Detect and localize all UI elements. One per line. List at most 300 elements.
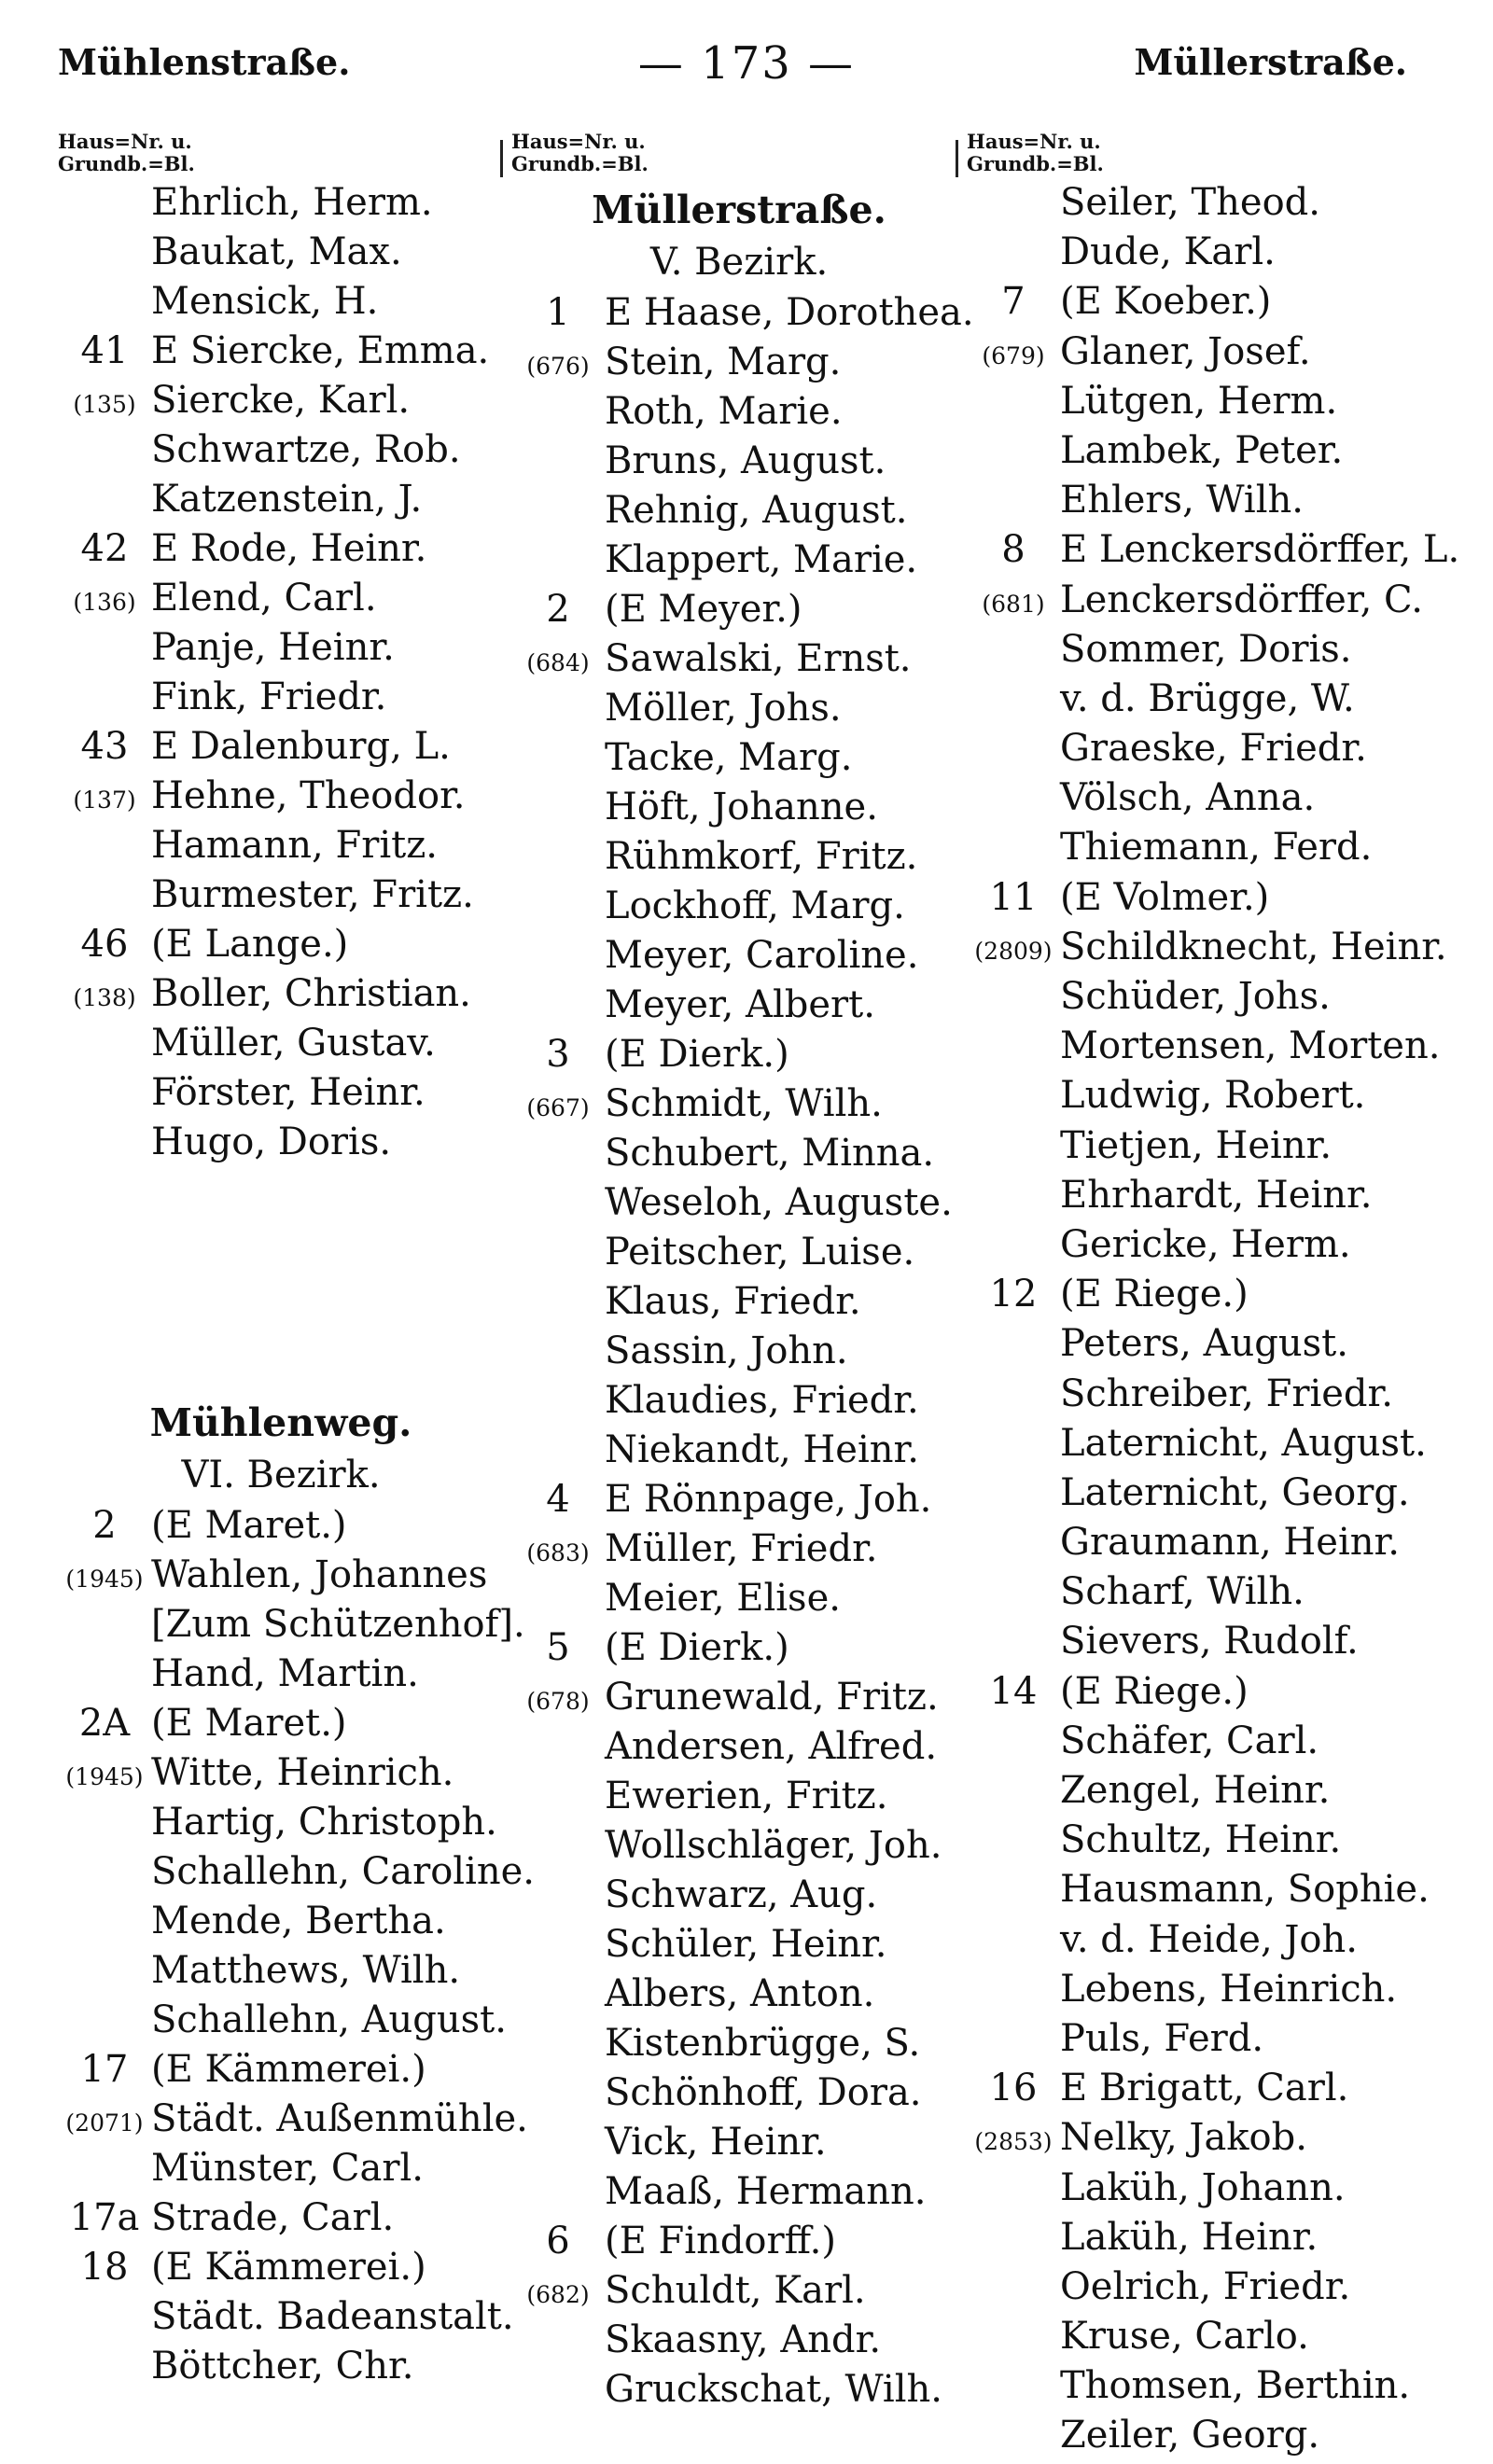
resident-name: v. d. Heide, Joh.	[1060, 1917, 1358, 1961]
resident-name: Mende, Bertha.	[151, 1900, 446, 1942]
directory-entry	[967, 926, 1461, 975]
resident-name: (E Dierk.)	[605, 1626, 789, 1669]
resident-name: Siercke, Karl.	[151, 379, 411, 422]
directory-entry	[511, 588, 967, 637]
directory-entry	[58, 2147, 504, 2196]
house-number: (137)	[73, 787, 136, 814]
resident-name: Mensick, H.	[151, 280, 379, 323]
directory-entry	[511, 439, 967, 489]
directory-entry	[967, 1174, 1461, 1223]
district-label: VI. Bezirk.	[181, 1454, 381, 1496]
directory-entry	[58, 1998, 507, 2048]
resident-name: Klaudies, Friedr.	[605, 1379, 919, 1422]
directory-entry	[511, 341, 967, 390]
directory-entry	[511, 1082, 967, 1132]
house-number: 17	[80, 2048, 129, 2091]
resident-name: Meyer, Caroline.	[605, 934, 919, 977]
house-number: (676)	[526, 353, 590, 380]
resident-name: Städt. Badeanstalt.	[151, 2295, 514, 2338]
directory-entry	[58, 181, 504, 230]
directory-entry	[967, 578, 1461, 628]
directory-entry	[967, 1273, 1461, 1322]
house-number: (135)	[73, 391, 136, 418]
directory-entry	[511, 2368, 967, 2417]
house-number: 17a	[69, 2196, 140, 2239]
resident-name: Lambek, Peter.	[1060, 428, 1344, 472]
house-number: 2	[92, 1504, 117, 1547]
resident-name: Münster, Carl.	[151, 2147, 424, 2190]
resident-name: Schallehn, Caroline.	[151, 1850, 536, 1893]
directory-entry	[58, 1801, 504, 1850]
resident-name: Fink, Friedr.	[151, 675, 387, 718]
directory-entry	[58, 774, 504, 824]
resident-name: Schüler, Heinr.	[605, 1923, 887, 1966]
resident-name: Schwarz, Aug.	[605, 1873, 878, 1916]
house-number: (2071)	[65, 2109, 144, 2137]
directory-entry	[967, 2116, 1461, 2165]
resident-name: Rehnig, August.	[605, 489, 908, 532]
resident-name: (E Dierk.)	[605, 1033, 789, 1076]
resident-name: Hehne, Theodor.	[151, 774, 466, 817]
entry-list	[58, 181, 504, 1170]
directory-entry	[511, 2071, 967, 2121]
resident-name: E Brigatt, Carl.	[1060, 2067, 1349, 2110]
directory-entry	[58, 478, 504, 527]
directory-entry	[511, 1231, 967, 1280]
directory-entry	[58, 2196, 504, 2246]
resident-name: Schildknecht, Heinr.	[1060, 925, 1447, 968]
resident-name: (E Kämmerei.)	[151, 2246, 426, 2289]
directory-entry	[511, 934, 967, 983]
resident-name: Schwartze, Rob.	[151, 428, 461, 471]
house-number: (681)	[982, 590, 1045, 618]
directory-entry	[967, 628, 1461, 677]
directory-entry	[967, 1024, 1461, 1074]
entry-list	[58, 1504, 536, 2394]
house-number: 41	[80, 329, 129, 372]
directory-entry	[58, 1702, 504, 1751]
resident-name: Gericke, Herm.	[1060, 1222, 1351, 1266]
resident-name: Niekandt, Heinr.	[605, 1428, 919, 1471]
house-number: 6	[546, 2220, 570, 2262]
resident-name: Burmester, Fritz.	[151, 873, 474, 916]
directory-entry	[511, 736, 967, 786]
directory-entry	[967, 727, 1461, 776]
house-number: (667)	[526, 1094, 590, 1121]
resident-name: Maaß, Hermann.	[605, 2170, 927, 2213]
resident-name: Zeiler, Georg.	[1060, 2414, 1320, 2457]
resident-name: Lebens, Heinrich.	[1060, 1967, 1398, 2011]
directory-entry	[967, 2216, 1461, 2265]
directory-entry	[58, 428, 504, 478]
resident-name: E Rönnpage, Joh.	[605, 1478, 932, 1521]
directory-entry	[967, 1968, 1461, 2017]
directory-entry	[58, 1022, 504, 1071]
resident-name: Möller, Johs.	[605, 687, 842, 730]
resident-name: Völsch, Anna.	[1060, 776, 1316, 820]
house-number: (679)	[982, 341, 1045, 369]
directory-entry	[967, 429, 1461, 479]
resident-name: Seiler, Theod.	[1060, 181, 1321, 224]
resident-name: Ewerien, Fritz.	[605, 1775, 888, 1817]
directory-entry	[58, 1751, 504, 1801]
directory-entry	[58, 1949, 504, 1998]
directory-entry	[967, 1223, 1461, 1273]
resident-name: E Lenckersdörffer, L.	[1060, 528, 1460, 572]
house-number: 14	[989, 1669, 1038, 1713]
resident-name: Müller, Gustav.	[151, 1022, 436, 1065]
directory-entry	[511, 489, 967, 538]
resident-name: Schultz, Heinr.	[1060, 1818, 1342, 1862]
directory-entry	[511, 1527, 967, 1577]
resident-name: Ehrlich, Herm.	[151, 181, 433, 224]
house-number: (678)	[526, 1688, 590, 1715]
resident-name: Müller, Friedr.	[605, 1527, 878, 1570]
resident-name: Schüder, Johs.	[1060, 975, 1331, 1018]
directory-entry	[967, 1918, 1461, 1968]
directory-entry	[967, 1074, 1461, 1123]
resident-name: Matthews, Wilh.	[151, 1949, 461, 1992]
resident-name: (E Riege.)	[1060, 1669, 1249, 1713]
resident-name: Hand, Martin.	[151, 1652, 419, 1695]
resident-name: E Rode, Heinr.	[151, 527, 427, 570]
resident-name: Höft, Johanne.	[605, 786, 878, 828]
resident-name: Schmidt, Wilh.	[605, 1082, 883, 1125]
column-2	[511, 130, 974, 2417]
resident-name: Hamann, Fritz.	[151, 824, 438, 867]
directory-entry	[58, 1504, 504, 1553]
directory-entry	[967, 528, 1461, 578]
house-number: 46	[80, 923, 129, 966]
resident-name: Graeske, Friedr.	[1060, 727, 1367, 771]
directory-entry	[511, 2269, 967, 2318]
house-number: (682)	[526, 2281, 590, 2308]
directory-entry	[58, 1553, 504, 1603]
resident-name: Hartig, Christoph.	[151, 1801, 497, 1844]
directory-entry	[967, 1818, 1461, 1868]
resident-name: (E Lange.)	[151, 923, 349, 966]
resident-name: Peitscher, Luise.	[605, 1231, 915, 1274]
resident-name: Puls, Ferd.	[1060, 2016, 1264, 2060]
resident-name: Schäfer, Carl.	[1060, 1719, 1319, 1762]
directory-entry	[511, 1676, 967, 1725]
resident-name: (E Meyer.)	[605, 588, 802, 631]
directory-entry	[967, 1868, 1461, 1917]
resident-name: Glaner, Josef.	[1060, 329, 1311, 373]
directory-entry	[967, 826, 1461, 875]
resident-name: (E Maret.)	[151, 1504, 347, 1547]
page-number: — 173 —	[637, 37, 856, 90]
directory-entry	[967, 1372, 1461, 1422]
directory-entry	[967, 230, 1461, 280]
directory-entry	[967, 2166, 1461, 2216]
house-number: 8	[1001, 528, 1026, 572]
directory-entry	[58, 1121, 504, 1170]
house-number: 11	[989, 875, 1038, 919]
directory-entry	[967, 2265, 1461, 2315]
resident-name: Schubert, Minna.	[605, 1132, 935, 1175]
directory-entry	[511, 983, 967, 1033]
resident-name: Strade, Carl.	[151, 2196, 395, 2239]
resident-name: Thiemann, Ferd.	[1060, 826, 1373, 870]
directory-entry	[511, 1033, 967, 1082]
resident-name: Hugo, Doris.	[151, 1121, 392, 1163]
street-title: Mühlenweg.	[149, 1400, 412, 1445]
directory-entry	[511, 637, 967, 687]
resident-name: (E Riege.)	[1060, 1273, 1249, 1316]
directory-entry	[511, 1181, 967, 1231]
directory-entry	[967, 876, 1461, 926]
resident-name: Laküh, Heinr.	[1060, 2215, 1319, 2259]
resident-name: Sievers, Rudolf.	[1060, 1620, 1359, 1664]
resident-name: Thomsen, Berthin.	[1060, 2364, 1411, 2408]
directory-entry	[511, 2318, 967, 2368]
resident-name: Peters, August.	[1060, 1322, 1348, 1366]
house-number: (1945)	[65, 1566, 144, 1593]
resident-name: Katzenstein, J.	[151, 478, 423, 521]
directory-entry	[967, 1570, 1461, 1620]
directory-entry	[511, 1775, 967, 1824]
resident-name: Witte, Heinrich.	[151, 1751, 454, 1794]
directory-entry	[511, 1478, 967, 1527]
directory-entry	[58, 1900, 504, 1949]
resident-name: (E Kämmerei.)	[151, 2048, 426, 2091]
directory-entry	[511, 1379, 967, 1428]
directory-entry	[967, 1124, 1461, 1174]
directory-entry	[967, 181, 1461, 230]
directory-entry	[967, 1719, 1461, 1769]
house-number: (684)	[526, 649, 590, 676]
house-number: 4	[546, 1478, 570, 1521]
resident-name: Nelky, Jakob.	[1060, 2116, 1307, 2160]
house-number: (1945)	[65, 1763, 144, 1790]
house-number: (683)	[526, 1539, 590, 1566]
resident-name: Boller, Christian.	[151, 972, 471, 1015]
resident-name: Tietjen, Heinr.	[1060, 1123, 1333, 1167]
resident-name: Rühmkorf, Fritz.	[605, 835, 918, 878]
resident-name: Dude, Karl.	[1060, 230, 1276, 274]
resident-name: Klappert, Marie.	[605, 538, 918, 581]
resident-name: Schuldt, Karl.	[605, 2269, 866, 2312]
directory-entry	[967, 330, 1461, 380]
directory-entry	[511, 835, 967, 884]
column-3	[967, 131, 1461, 2464]
directory-entry	[511, 2220, 967, 2269]
resident-name: Schönhoff, Dora.	[605, 2071, 922, 2114]
resident-name: v. d. Brügge, W.	[1060, 676, 1355, 720]
resident-name: E Dalenburg, L.	[151, 725, 451, 768]
directory-entry	[967, 1670, 1461, 1719]
resident-name: Andersen, Alfred.	[605, 1725, 938, 1768]
resident-name: Bruns, August.	[605, 439, 886, 482]
directory-entry	[967, 280, 1461, 329]
resident-name: (E Maret.)	[151, 1702, 347, 1745]
directory-entry	[511, 1329, 967, 1379]
directory-entry	[58, 2295, 514, 2345]
column-head: Haus=Nr. u. Grundb.=Bl.	[967, 130, 1104, 175]
house-number: 2	[546, 588, 570, 631]
directory-entry	[511, 1132, 967, 1181]
resident-name: Hausmann, Sophie.	[1060, 1868, 1430, 1912]
directory-entry	[58, 527, 504, 577]
house-number: 12	[989, 1273, 1038, 1316]
house-number: 42	[80, 527, 129, 570]
directory-entry	[967, 975, 1461, 1024]
district-label: V. Bezirk.	[649, 241, 829, 284]
directory-entry	[511, 1873, 967, 1923]
directory-entry	[967, 776, 1461, 826]
resident-name: Oelrich, Friedr.	[1060, 2264, 1351, 2308]
resident-name: Meyer, Albert.	[605, 983, 875, 1026]
directory-entry	[58, 972, 504, 1022]
resident-name: Elend, Carl.	[151, 577, 377, 619]
house-number: 2A	[78, 1702, 131, 1745]
resident-name: Wollschläger, Joh.	[605, 1824, 942, 1867]
directory-entry	[58, 1603, 525, 1652]
resident-name: Albers, Anton.	[605, 1972, 875, 2015]
house-number: (138)	[73, 984, 136, 1011]
resident-name: Förster, Heinr.	[151, 1071, 426, 1114]
directory-entry	[58, 725, 504, 774]
column-head: Haus=Nr. u. Grundb.=Bl.	[511, 130, 649, 175]
directory-entry	[511, 538, 967, 588]
directory-entry	[58, 329, 504, 379]
resident-name: Schreiber, Friedr.	[1060, 1371, 1393, 1415]
directory-entry	[967, 2017, 1461, 2067]
resident-name: Sommer, Doris.	[1060, 627, 1352, 671]
resident-name: Scharf, Wilh.	[1060, 1570, 1305, 1614]
resident-name: Ludwig, Robert.	[1060, 1074, 1366, 1118]
directory-entry	[511, 884, 967, 934]
directory-entry	[511, 1725, 967, 1775]
resident-name: (E Volmer.)	[1060, 875, 1270, 919]
resident-name: (E Findorff.)	[605, 2220, 836, 2262]
directory-entry	[58, 2345, 504, 2394]
resident-name: Grunewald, Fritz.	[605, 1676, 939, 1719]
directory-entry	[511, 2170, 967, 2220]
resident-name: Laternicht, Georg.	[1060, 1470, 1410, 1514]
resident-name: Ehrhardt, Heinr.	[1060, 1173, 1373, 1217]
directory-entry	[511, 1626, 967, 1676]
resident-name: Gruckschat, Wilh.	[605, 2368, 942, 2411]
house-number: 5	[546, 1626, 570, 1669]
house-number: 18	[80, 2246, 129, 2289]
house-number: 1	[546, 291, 570, 334]
directory-entry	[511, 1280, 967, 1329]
house-number: (2809)	[974, 937, 1053, 965]
directory-entry	[511, 1972, 967, 2022]
directory-entry	[511, 291, 974, 341]
directory-entry	[58, 577, 504, 626]
house-number: (136)	[73, 589, 136, 616]
street-title: Müllerstraße.	[592, 188, 886, 232]
resident-name: E Haase, Dorothea.	[605, 291, 974, 334]
directory-entry	[58, 230, 504, 280]
entry-list	[967, 181, 1461, 2464]
resident-name: Klaus, Friedr.	[605, 1280, 861, 1323]
house-number: 43	[80, 725, 129, 768]
directory-entry	[511, 1824, 967, 1873]
directory-entry	[967, 1471, 1461, 1521]
resident-name: Lütgen, Herm.	[1060, 379, 1338, 423]
directory-entry	[967, 1322, 1461, 1371]
resident-name: Sawalski, Ernst.	[605, 637, 912, 680]
directory-entry	[967, 1422, 1461, 1471]
directory-entry	[967, 2414, 1461, 2463]
resident-name: Kruse, Carlo.	[1060, 2315, 1309, 2359]
resident-name: Sassin, John.	[605, 1329, 848, 1372]
resident-name: Böttcher, Chr.	[151, 2345, 414, 2387]
directory-entry	[967, 677, 1461, 727]
directory-entry	[511, 1428, 967, 1478]
house-number: 7	[1001, 280, 1026, 324]
resident-name: Graumann, Heinr.	[1060, 1521, 1400, 1565]
resident-name: Lenckersdörffer, C.	[1060, 578, 1423, 621]
resident-name: [Zum Schützenhof].	[151, 1603, 525, 1646]
resident-name: Skaasny, Andr.	[605, 2318, 882, 2361]
resident-name: (E Koeber.)	[1060, 280, 1272, 324]
running-head-left: Mühlenstraße.	[58, 41, 351, 83]
column-1	[58, 130, 536, 2394]
directory-entry	[58, 1071, 504, 1121]
directory-entry	[58, 2246, 504, 2295]
resident-name: Schallehn, August.	[151, 1998, 507, 2041]
resident-name: Ehlers, Wilh.	[1060, 479, 1304, 522]
house-number: 3	[546, 1033, 570, 1076]
resident-name: Roth, Marie.	[605, 390, 843, 433]
directory-entry	[58, 1652, 504, 1702]
resident-name: Baukat, Max.	[151, 230, 402, 273]
resident-name: Zengel, Heinr.	[1060, 1769, 1331, 1812]
directory-entry	[58, 675, 504, 725]
directory-entry	[967, 1769, 1461, 1818]
directory-entry	[967, 2315, 1461, 2364]
directory-entry	[58, 824, 504, 873]
resident-name: Wahlen, Johannes	[151, 1553, 488, 1596]
resident-name: Stein, Marg.	[605, 341, 842, 383]
directory-entry	[511, 2022, 967, 2071]
resident-name: Panje, Heinr.	[151, 626, 395, 669]
directory-entry	[511, 1923, 967, 1972]
resident-name: E Siercke, Emma.	[151, 329, 490, 372]
directory-entry	[511, 2121, 967, 2170]
directory-entry	[58, 379, 504, 428]
directory-entry	[967, 2067, 1461, 2116]
house-number: (2853)	[974, 2128, 1053, 2156]
running-head-right: Müllerstraße.	[1134, 41, 1407, 83]
directory-entry	[58, 923, 504, 972]
directory-entry	[58, 2048, 504, 2097]
directory-entry	[967, 380, 1461, 429]
directory-entry	[967, 1620, 1461, 1669]
directory-entry	[58, 280, 504, 329]
directory-entry	[967, 1521, 1461, 1570]
directory-entry	[511, 687, 967, 736]
directory-entry	[967, 479, 1461, 528]
directory-entry	[58, 873, 504, 923]
resident-name: Vick, Heinr.	[605, 2121, 827, 2164]
entry-list	[511, 291, 974, 2417]
resident-name: Meier, Elise.	[605, 1577, 841, 1620]
resident-name: Laküh, Johann.	[1060, 2165, 1346, 2209]
directory-entry	[511, 390, 967, 439]
resident-name: Kistenbrügge, S.	[605, 2022, 921, 2065]
directory-entry	[511, 786, 967, 835]
resident-name: Städt. Außenmühle.	[151, 2097, 528, 2140]
resident-name: Laternicht, August.	[1060, 1421, 1427, 1465]
resident-name: Weseloh, Auguste.	[605, 1181, 953, 1224]
house-number: 16	[989, 2067, 1038, 2110]
